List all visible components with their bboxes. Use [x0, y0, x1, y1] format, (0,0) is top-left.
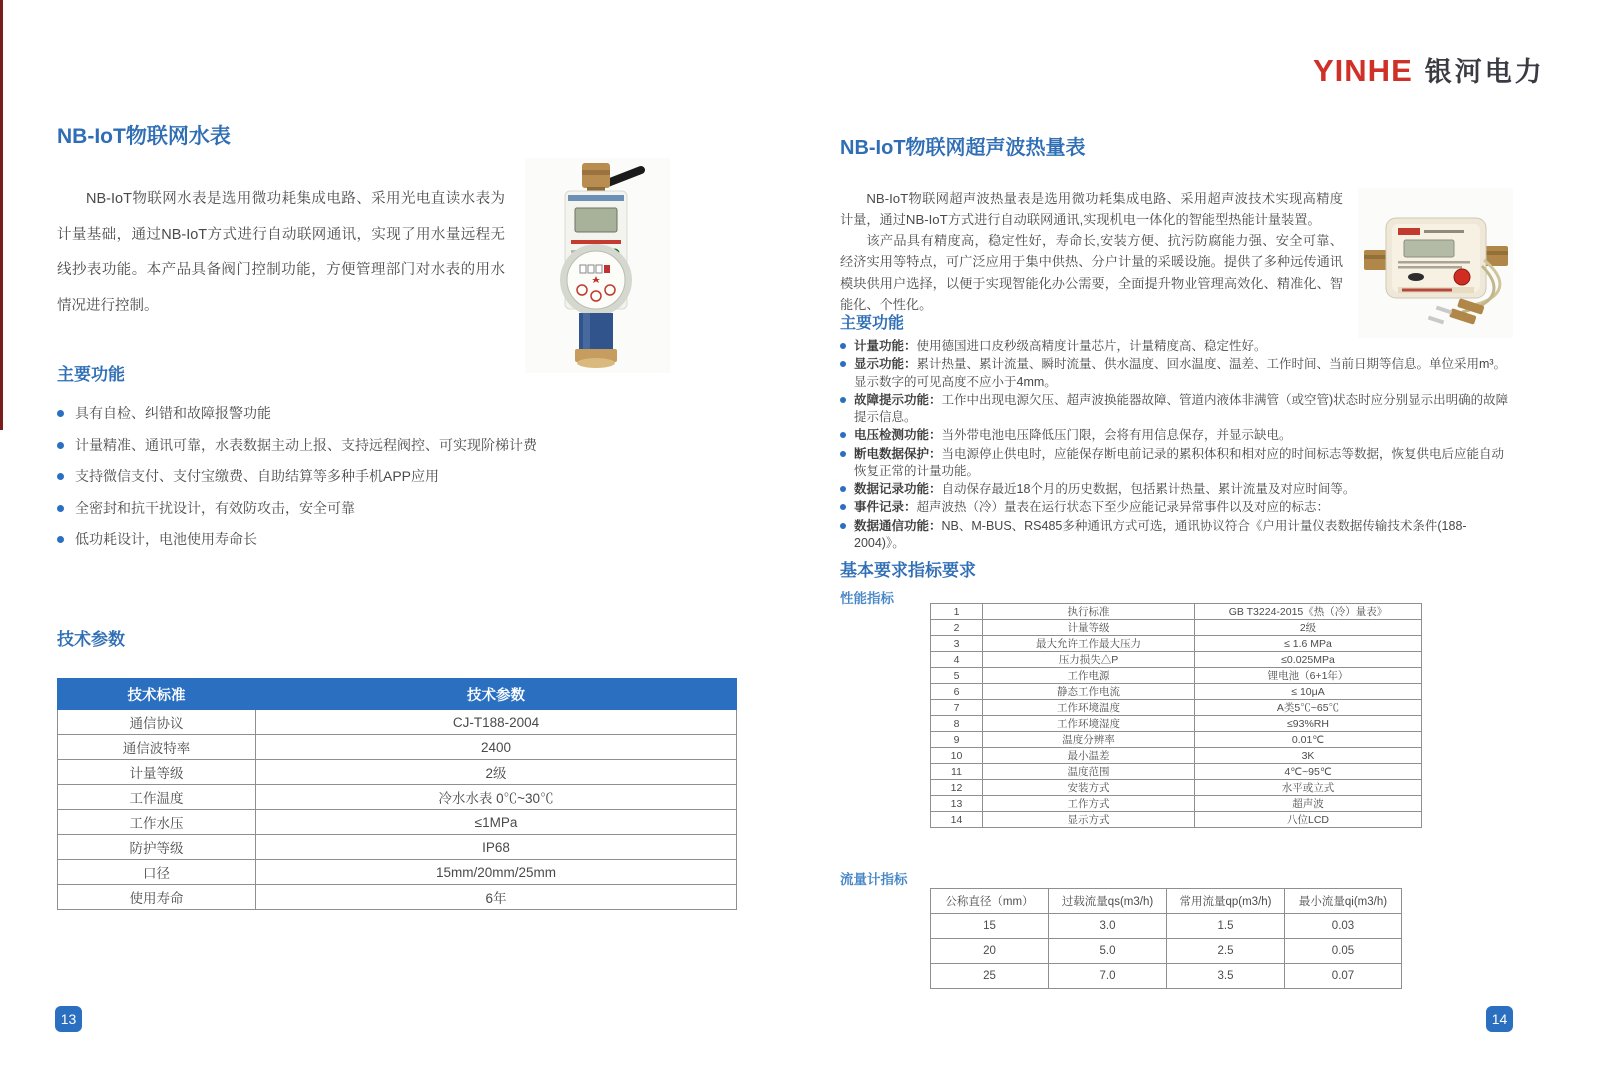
feature-item — [840, 427, 1512, 444]
cell: 压力损失△P — [983, 652, 1195, 668]
cell: 显示方式 — [983, 812, 1195, 828]
right-feature-list — [840, 338, 1512, 553]
feature-item — [57, 404, 547, 424]
bullet-icon — [840, 504, 846, 510]
cell: 计量等级 — [58, 760, 256, 785]
cell: 0.01℃ — [1195, 732, 1422, 748]
bullet-icon — [840, 486, 846, 492]
feature-text — [854, 427, 1292, 444]
feature-item — [840, 499, 1512, 516]
cell: 1.5 — [1167, 914, 1285, 939]
cell: 8 — [931, 716, 983, 732]
table-row — [58, 735, 737, 760]
cell: CJ-T188-2004 — [256, 710, 737, 735]
cell: 0.07 — [1285, 964, 1402, 989]
table-row — [58, 710, 737, 735]
bullet-icon — [840, 361, 846, 367]
flow-subheading: 流量计指标 — [840, 872, 908, 887]
feature-text: 全密封和抗干扰设计，有效防攻击，安全可靠 — [75, 499, 355, 516]
table-row — [931, 732, 1422, 748]
feature-item — [57, 499, 547, 519]
cell: 温度分辨率 — [983, 732, 1195, 748]
feature-item — [57, 530, 547, 550]
bullet-icon — [57, 536, 64, 543]
feature-label: 计量功能： — [854, 339, 917, 353]
feature-label: 数据记录功能： — [854, 482, 942, 496]
cell: 工作水压 — [58, 810, 256, 835]
heat-meter-illustration — [1358, 188, 1513, 338]
cell: 工作环境温度 — [983, 700, 1195, 716]
bullet-icon — [57, 473, 64, 480]
cell: 温度范围 — [983, 764, 1195, 780]
feature-item — [57, 436, 547, 456]
table-row — [931, 796, 1422, 812]
cell: 工作环境湿度 — [983, 716, 1195, 732]
brand-logo — [1313, 50, 1545, 89]
cell: 4℃~95℃ — [1195, 764, 1422, 780]
feature-desc: NB、M-BUS、RS485多种通讯方式可选，通讯协议符合《户用计量仪表数据传输技术条件(188-2004)》。 — [854, 518, 1467, 550]
cell: 0.05 — [1285, 939, 1402, 964]
feature-text — [854, 499, 1329, 516]
cell: ≤1MPa — [256, 810, 737, 835]
intro-paragraph: NB-IoT物联网超声波热量表是选用微功耗集成电路、采用超声波技术实现高精度计量，通过NB-IoT方式进行自动联网通讯,实现机电一体化的智能型热能计量装置。 — [840, 191, 1343, 228]
cell: 2.5 — [1167, 939, 1285, 964]
cell: 通信协议 — [58, 710, 256, 735]
table-row — [58, 785, 737, 810]
cell: 执行标准 — [983, 604, 1195, 620]
cell: 12 — [931, 780, 983, 796]
cell: 25 — [931, 964, 1049, 989]
flow-table — [930, 888, 1402, 989]
cell: 锂电池（6+1年） — [1195, 668, 1422, 684]
table-header-row — [931, 889, 1402, 914]
right-features-heading: 主要功能 — [840, 315, 905, 332]
cell: ≤ 10μA — [1195, 684, 1422, 700]
feature-text — [854, 481, 1355, 498]
cell: 5 — [931, 668, 983, 684]
cell: GB T3224-2015《热（冷）量表》 — [1195, 604, 1422, 620]
left-page-intro: NB-IoT物联网水表是选用微功耗集成电路、采用光电直读水表为计量基础，通过NB-IoT方式进行自动联网通讯，实现了用水量远程无线抄表功能。本产品具备阀门控制功能，方便管理部门对水表的用水情况进行控制。 — [57, 191, 505, 314]
cell: 工作方式 — [983, 796, 1195, 812]
cell: 7.0 — [1049, 964, 1167, 989]
table-row — [931, 636, 1422, 652]
table-row — [931, 700, 1422, 716]
cell: 11 — [931, 764, 983, 780]
cell: ≤0.025MPa — [1195, 652, 1422, 668]
feature-item — [840, 338, 1512, 355]
cell: 10 — [931, 748, 983, 764]
cell: 6 — [931, 684, 983, 700]
table-row — [931, 652, 1422, 668]
cell: 5.0 — [1049, 939, 1167, 964]
cell: 15mm/20mm/25mm — [256, 860, 737, 885]
feature-desc: 工作中出现电源欠压、超声波换能器故障、管道内液体非满管（或空管)状态时应分别显示出明确的故障提示信息。 — [854, 392, 1509, 424]
table-row — [931, 764, 1422, 780]
feature-label: 断电数据保护： — [854, 446, 942, 461]
water-meter-illustration — [525, 158, 670, 373]
bullet-icon — [840, 523, 846, 529]
cell: 9 — [931, 732, 983, 748]
performance-table — [930, 603, 1422, 828]
cell: 2级 — [256, 760, 737, 785]
table-row — [931, 914, 1402, 939]
cell: 工作温度 — [58, 785, 256, 810]
feature-text: 计量精准、通讯可靠，水表数据主动上报、支持远程阀控、可实现阶梯计费 — [75, 436, 537, 453]
feature-text: 具有自检、纠错和故障报警功能 — [75, 405, 271, 421]
feature-text — [854, 518, 1512, 553]
table-row — [931, 748, 1422, 764]
bullet-icon — [840, 343, 846, 349]
water-meter-photo — [525, 158, 670, 373]
table-row — [58, 810, 737, 835]
cell: 3.5 — [1167, 964, 1285, 989]
bullet-icon — [57, 410, 64, 417]
cell: IP68 — [256, 835, 737, 860]
table-row — [931, 780, 1422, 796]
table-row — [58, 885, 737, 910]
feature-label: 故障提示功能： — [854, 392, 942, 407]
right-page-intro — [840, 188, 1343, 315]
table-header-row — [58, 679, 737, 710]
column-header: 技术参数 — [256, 679, 737, 710]
bullet-icon — [840, 432, 846, 438]
cell: 使用寿命 — [58, 885, 256, 910]
left-features-heading: 主要功能 — [57, 365, 125, 384]
cell: 14 — [931, 812, 983, 828]
table-row — [58, 860, 737, 885]
cell: 3 — [931, 636, 983, 652]
feature-item — [840, 392, 1512, 427]
feature-desc: 当外带电池电压降低压门限，会将有用信息保存，并显示缺电。 — [941, 428, 1292, 443]
brand-logo-zh: 银河电力 — [1424, 57, 1545, 87]
requirements-heading: 基本要求指标要求 — [840, 561, 976, 580]
table-row — [931, 812, 1422, 828]
feature-desc: 累计热量、累计流量、瞬时流量、供水温度、回水温度、温差、工作时间、当前日期等信息。单位采用m³。显示数字的可见高度不应小于4mm。 — [854, 357, 1507, 389]
table-row — [931, 716, 1422, 732]
feature-text: 低功耗设计，电池使用寿命长 — [75, 531, 257, 548]
right-page-title: NB-IoT物联网超声波热量表 — [840, 137, 1086, 159]
cell: A类5℃~65℃ — [1195, 700, 1422, 716]
cell: 2 — [931, 620, 983, 636]
column-header: 最小流量qi(m3/h) — [1285, 889, 1402, 914]
performance-subheading: 性能指标 — [840, 591, 894, 606]
table-row — [58, 835, 737, 860]
cell: 2400 — [256, 735, 737, 760]
left-edge-accent — [0, 0, 3, 430]
cell: 通信波特率 — [58, 735, 256, 760]
cell: 6年 — [256, 885, 737, 910]
cell: 防护等级 — [58, 835, 256, 860]
feature-label: 显示功能： — [854, 357, 917, 372]
feature-item — [840, 481, 1512, 498]
table-row — [931, 620, 1422, 636]
left-specs-heading: 技术参数 — [57, 630, 125, 649]
cell: 最大允许工作最大压力 — [983, 636, 1195, 652]
cell: 13 — [931, 796, 983, 812]
cell: 1 — [931, 604, 983, 620]
intro-paragraph: 该产品具有精度高，稳定性好，寿命长,安装方便、抗污防腐能力强、安全可靠、经济实用等特点，可广泛应用于集中供热、分户计量的采暖设施。提供了多种远传通讯模块供用户选择，以便于实现智能化办公需要，全面提升物业管理高效化、精准化、智能化、个性化。 — [840, 233, 1343, 312]
table-row — [931, 939, 1402, 964]
cell: 4 — [931, 652, 983, 668]
cell: 八位LCD — [1195, 812, 1422, 828]
feature-item — [840, 356, 1512, 391]
cell: 计量等级 — [983, 620, 1195, 636]
feature-text — [854, 392, 1512, 427]
cell: 静态工作电流 — [983, 684, 1195, 700]
column-header: 公称直径（mm） — [931, 889, 1049, 914]
bullet-icon — [840, 397, 846, 403]
table-row — [931, 604, 1422, 620]
heat-meter-photo — [1358, 188, 1513, 338]
feature-item — [840, 446, 1512, 481]
feature-desc: 当电源停止供电时，应能保存断电前记录的累积体积和相对应的时间标志等数据，恢复供电后应能自动恢复正常的计量功能。 — [854, 446, 1505, 478]
cell: 冷水水表 0℃~30℃ — [256, 785, 737, 810]
feature-label: 数据通信功能： — [854, 518, 942, 533]
feature-text: 支持微信支付、支付宝缴费、自助结算等多种手机APP应用 — [75, 468, 440, 485]
cell: 工作电源 — [983, 668, 1195, 684]
feature-desc: 自动保存最近18个月的历史数据，包括累计热量、累计流量及对应时间等。 — [941, 482, 1356, 496]
feature-desc: 超声波热（冷）量表在运行状态下至少应能记录异常事件以及对应的标志： — [916, 500, 1330, 515]
left-page-title: NB-IoT物联网水表 — [57, 125, 231, 148]
feature-text — [854, 338, 1267, 355]
page-number-left: 13 — [55, 1006, 82, 1032]
feature-item — [840, 518, 1512, 553]
feature-text — [854, 356, 1512, 391]
left-feature-list — [57, 404, 547, 562]
cell: 水平或立式 — [1195, 780, 1422, 796]
brand-logo-en: YINHE — [1313, 53, 1413, 88]
cell: 安装方式 — [983, 780, 1195, 796]
bullet-icon — [840, 451, 846, 457]
bullet-icon — [57, 442, 64, 449]
column-header: 常用流量qp(m3/h) — [1167, 889, 1285, 914]
table-row — [931, 668, 1422, 684]
page-number-right: 14 — [1486, 1006, 1513, 1032]
feature-label: 电压检测功能： — [854, 428, 942, 443]
cell: 3K — [1195, 748, 1422, 764]
cell: 2级 — [1195, 620, 1422, 636]
cell: 0.03 — [1285, 914, 1402, 939]
table-row — [58, 760, 737, 785]
cell: 最小温差 — [983, 748, 1195, 764]
feature-text — [854, 446, 1512, 481]
cell: ≤93%RH — [1195, 716, 1422, 732]
cell: 20 — [931, 939, 1049, 964]
feature-item — [57, 467, 547, 487]
feature-label: 事件记录： — [854, 500, 917, 515]
bullet-icon — [57, 505, 64, 512]
feature-desc: 使用德国进口皮秒级高精度计量芯片，计量精度高、稳定性好。 — [916, 339, 1267, 353]
cell: ≤ 1.6 MPa — [1195, 636, 1422, 652]
column-header: 技术标准 — [58, 679, 256, 710]
table-row — [931, 684, 1422, 700]
cell: 3.0 — [1049, 914, 1167, 939]
cell: 7 — [931, 700, 983, 716]
cell: 口径 — [58, 860, 256, 885]
cell: 超声波 — [1195, 796, 1422, 812]
cell: 15 — [931, 914, 1049, 939]
column-header: 过载流量qs(m3/h) — [1049, 889, 1167, 914]
table-row — [931, 964, 1402, 989]
left-specs-table — [57, 678, 737, 910]
